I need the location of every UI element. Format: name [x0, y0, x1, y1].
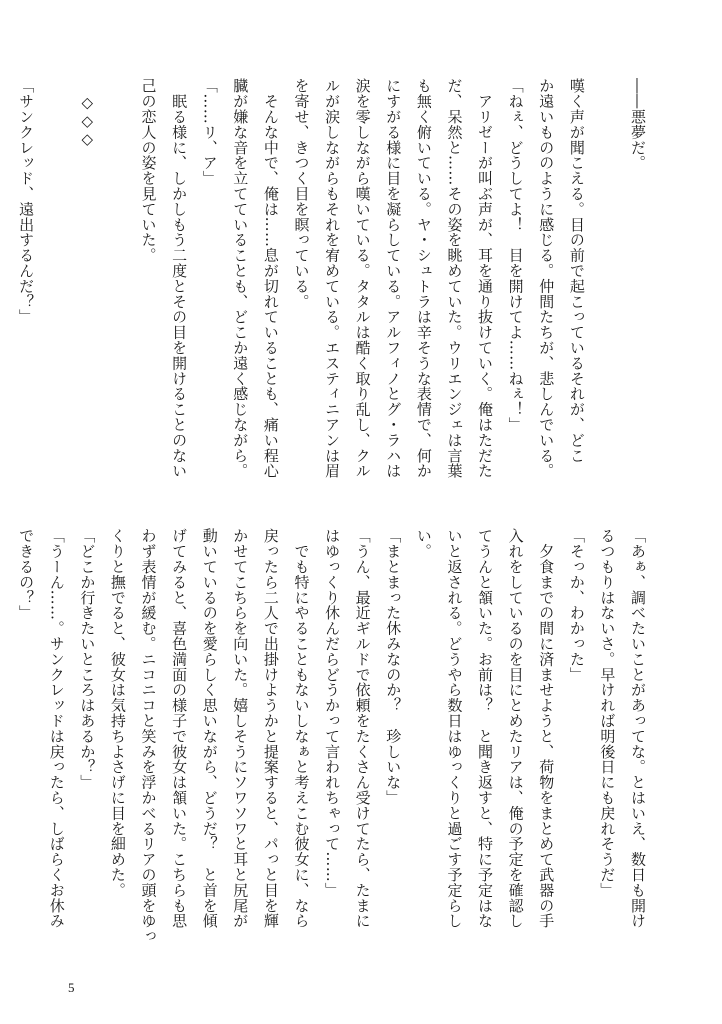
text-line: そんな中で、俺は……息が切れていることも、痛い程心 [261, 78, 280, 479]
text-line: 戻ったら二人で出掛けようかと提案すると、パっと目を輝 [261, 528, 280, 929]
text-line: 己の恋人の姿を見ていた。 [139, 78, 158, 263]
text-line: ルが涙しながらもそれを宥めている。エスティニアンは眉 [323, 78, 342, 479]
text-line: だ、呆然と……その姿を眺めていた。ウリエンジェは言葉 [445, 78, 464, 479]
text-line: にすがる様に目を凝らしている。アルフィノとグ・ラハは [384, 78, 403, 479]
section-divider: ◇◇◇ [78, 78, 97, 149]
text-line: いと返される。どうやら数日はゆっくりと過ごす予定らし [445, 528, 464, 929]
text-line [592, 78, 623, 498]
text-line: 涙を零しながら嘆いている。タタルは酷く取り乱し、クル [353, 78, 372, 479]
text-line: 「どこか行きたいところはあるか？」 [78, 528, 97, 790]
text-line: るつもりはないさ。早ければ明後日にも戻れそうだ」 [598, 528, 617, 898]
text-line: 動いているのを愛らしく思いながら、どうだ？ と首を傾 [200, 528, 219, 929]
text-line: くりと撫でると、彼女は気持ちよさげに目を細めた。 [108, 528, 127, 898]
text-line: 「……リ、ア」 [200, 78, 219, 186]
text-line: い。 [414, 528, 433, 559]
text-line: 入れをしているのを目にとめたリアは、俺の予定を確認し [506, 528, 525, 929]
text-line: アリゼーが叫ぶ声が、耳を通り抜けていく。俺はただた [476, 78, 495, 479]
text-line: 「あぁ、調べたいことがあってな。とはいえ、数日も開け [629, 528, 647, 929]
text-line: げてみると、喜色満面の様子で彼女は頷いた。こちらも思 [170, 528, 189, 929]
text-line: できるの？」 [17, 528, 36, 621]
text-line [41, 78, 72, 498]
text-line: はゆっくり休んだらどうかって言われちゃって……」 [323, 528, 342, 898]
text-line: 「ねぇ、どうしてよ！ 目を開けてよ……ねぇ！」 [506, 78, 525, 433]
text-line: 「そっか、わかった」 [567, 528, 586, 682]
text-line: か遠いもののように感じる。仲間たちが、悲しんでいる。 [537, 78, 556, 479]
text-line: 眠る様に、しかしもう二度とその目を開けることのない [170, 78, 189, 479]
text-line: ――悪夢だ。 [629, 78, 647, 171]
text-line: 「うーん……。サンクレッドは戻ったら、しばらくお休み [47, 528, 66, 929]
text-line: も無く俯いている。ヤ・シュトラは辛そうな表情で、何か [414, 78, 433, 479]
text-line: を寄せ、きつく目を瞑っている。 [292, 78, 311, 309]
top-text-block [11, 78, 653, 498]
text-line: わず表情が緩む。ニコニコと笑みを浮かべるリアの頭をゆっ [139, 528, 158, 944]
text-line: かせてこちらを向いた。嬉しそうにソワソワと耳と尻尾が [231, 528, 250, 929]
text-line: 「まとまった休みなのか？ 珍しいな」 [384, 528, 403, 806]
text-line: でも特にやることもないしなぁと考えこむ彼女に、なら [292, 528, 311, 929]
text-line [102, 78, 133, 498]
text-line: 臓が嫌な音を立てていることも、どこか遠く感じながら。 [231, 78, 250, 479]
text-line: 「うん、最近ギルドで依頼をたくさん受けてたら、たまに [353, 528, 372, 929]
text-line: 夕食までの間に済ませようと、荷物をまとめて武器の手 [537, 528, 556, 929]
text-line: 「サンクレッド、遠出するんだ？」 [17, 78, 36, 325]
text-line: てうんと頷いた。お前は？ と聞き返すと、特に予定はな [476, 528, 495, 929]
bottom-text-block [11, 528, 653, 948]
page-number: 5 [68, 980, 75, 995]
text-line: 嘆く声が聞こえる。目の前で起こっているそれが、どこ [567, 78, 586, 463]
